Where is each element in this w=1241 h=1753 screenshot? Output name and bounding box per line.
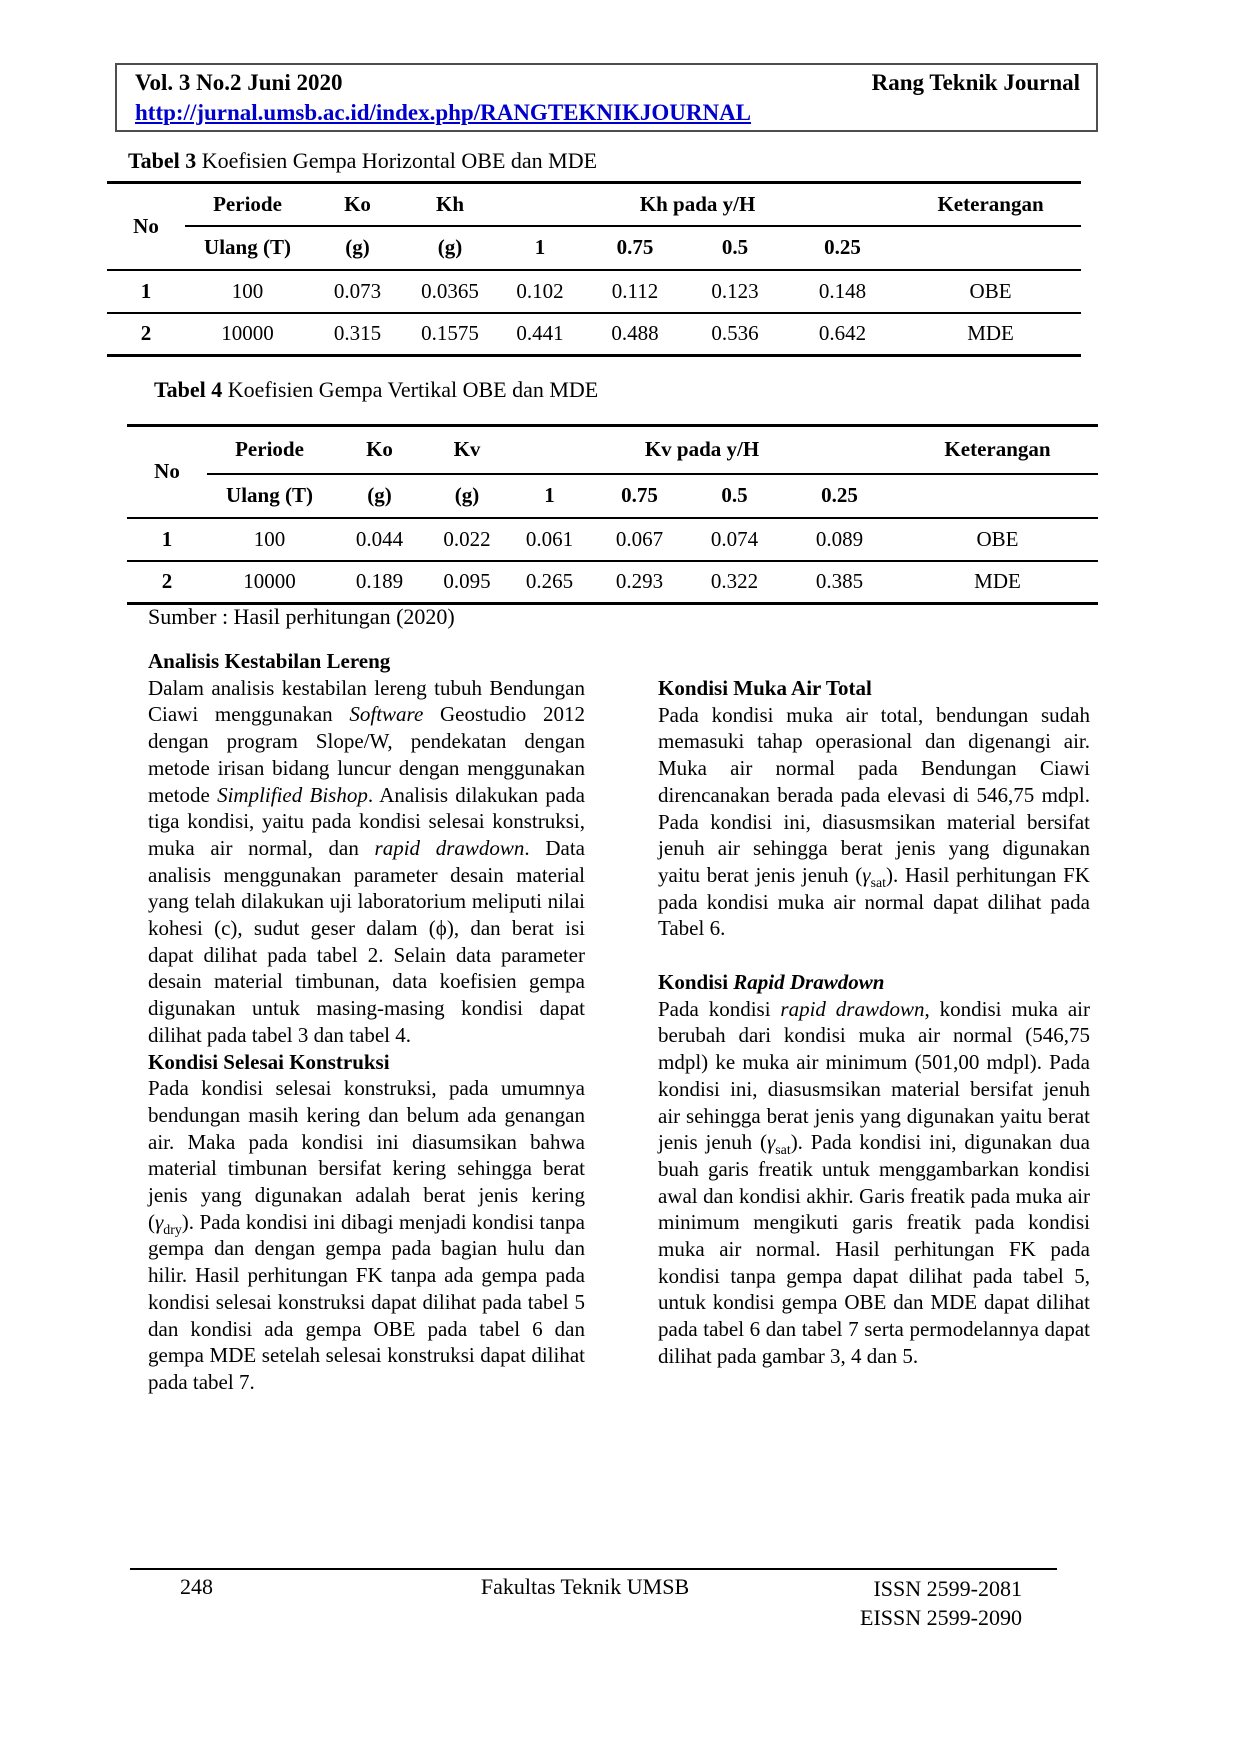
text-run: Pada kondisi selesai konstruksi, pada umumnya bendungan masih kering dan belum ada genangan air. Maka pada kondisi ini diasumsikan bahwa material timbunan bersifat kering sehingga berat jenis yang digunakan adalah berat jenis kering ( bbox=[148, 1076, 585, 1234]
col-header-ko: Ko bbox=[310, 183, 405, 226]
table-cell: 0.148 bbox=[785, 270, 900, 313]
col-header-empty bbox=[897, 474, 1098, 518]
text-run: dry bbox=[163, 1221, 182, 1237]
text-run: γ bbox=[862, 862, 871, 887]
table-cell: 0.073 bbox=[310, 270, 405, 313]
table4-header bbox=[127, 426, 1098, 518]
col-header-kh: Kh bbox=[405, 183, 495, 226]
col-header-ulang-t: Ulang (T) bbox=[185, 226, 310, 270]
section-heading bbox=[658, 675, 1090, 702]
text-run: γ bbox=[155, 1209, 164, 1234]
table-cell: 0.074 bbox=[687, 518, 782, 561]
col-header-yh-075: 0.75 bbox=[585, 226, 685, 270]
eissn-number: EISSN 2599-2090 bbox=[860, 1605, 1022, 1630]
table-cell: OBE bbox=[897, 518, 1098, 561]
col-header-periode: Periode bbox=[207, 426, 332, 474]
text-run: Geostudio 2012 dengan program Slope/W, pendekatan dengan metode irisan bidang luncur dengan menggunakan metode bbox=[148, 702, 585, 807]
table-cell: 2 bbox=[161, 569, 173, 594]
spacer bbox=[658, 942, 1090, 969]
paragraph bbox=[658, 996, 1090, 1370]
table3-caption-label: Tabel 3 bbox=[128, 148, 197, 173]
table-cell: 0.488 bbox=[611, 321, 659, 346]
journal-url-link[interactable]: http://jurnal.umsb.ac.id/index.php/RANGTEKNIKJOURNAL bbox=[135, 100, 752, 125]
table-cell: 0.293 bbox=[615, 569, 664, 594]
text-run: Kondisi bbox=[658, 970, 734, 995]
journal-header-line2 bbox=[135, 98, 1080, 128]
text-run: ). Pada kondisi ini dibagi menjadi kondisi tanpa gempa dan dengan gempa pada bagian hulu dan hilir. Hasil perhitungan FK tanpa ada gempa pada kondisi selesai konstruksi dapat dilihat pada tabel 5 dan kondisi ada gempa OBE pada tabel 6 dan gempa MDE setelah selesai konstruksi dapat dilihat pada tabel 7. bbox=[148, 1209, 585, 1394]
table-cell: 0.441 bbox=[516, 321, 564, 346]
text-run: Simplified Bishop bbox=[217, 782, 368, 807]
table-cell: 0.067 bbox=[592, 518, 687, 561]
table-cell: 0.642 bbox=[818, 321, 867, 346]
text-run: Pada kondisi bbox=[658, 996, 781, 1021]
issn-number: ISSN 2599-2081 bbox=[873, 1576, 1022, 1601]
table-cell: 0.061 bbox=[507, 518, 592, 561]
faculty-name: Fakultas Teknik UMSB bbox=[480, 1574, 690, 1599]
text-run: sat bbox=[775, 1142, 791, 1158]
paragraph bbox=[148, 675, 585, 1049]
col-header-kv: Kv bbox=[427, 426, 507, 474]
section-heading bbox=[148, 648, 585, 675]
text-run: . Data analisis menggunakan parameter desain material yang telah dilakukan uji laboratorium meliputi nilai kohesi (c), sudut geser dalam (ϕ), dan berat isi dapat dilihat pada tabel 2. Selain data parameter desain material timbunan, data koefisien gempa digunakan untuk masing-masing kondisi dapat dilihat pada tabel 3 dan tabel 4. bbox=[148, 835, 585, 1047]
col-header-ko: Ko bbox=[332, 426, 427, 474]
volume-info: Vol. 3 No.2 Juni 2020 bbox=[135, 70, 343, 95]
table3-body bbox=[107, 270, 1081, 356]
table-cell: 1 bbox=[107, 270, 185, 313]
table-cell: MDE bbox=[974, 569, 1021, 594]
table-cell: 0.189 bbox=[355, 569, 404, 594]
text-run: rapid drawdown bbox=[780, 996, 925, 1021]
table-cell: OBE bbox=[900, 270, 1081, 313]
col-header-yh-1: 1 bbox=[495, 226, 585, 270]
text-run: Kondisi Selesai Konstruksi bbox=[148, 1049, 390, 1074]
col-header-no: No bbox=[107, 183, 185, 270]
table-cell: 1 bbox=[127, 518, 207, 561]
table-cell: 0.1575 bbox=[421, 321, 479, 346]
table4-caption-label: Tabel 4 bbox=[154, 377, 223, 402]
table3-header bbox=[107, 183, 1081, 270]
col-header-yh-05: 0.5 bbox=[687, 474, 782, 518]
col-header-g1: (g) bbox=[332, 474, 427, 518]
paragraph bbox=[658, 702, 1090, 942]
col-header-g2: (g) bbox=[427, 474, 507, 518]
col-header-kv-pada-yh: Kv pada y/H bbox=[507, 426, 897, 474]
journal-title: Rang Teknik Journal bbox=[871, 70, 1080, 95]
table-cell: 2 bbox=[140, 321, 152, 346]
table3-caption bbox=[128, 148, 597, 174]
table-cell: 0.315 bbox=[333, 321, 382, 346]
table4-caption bbox=[154, 377, 598, 403]
footer-divider bbox=[130, 1568, 1057, 1570]
table4-body bbox=[127, 518, 1098, 604]
section-heading bbox=[148, 1049, 585, 1076]
journal-header-line1 bbox=[135, 67, 1080, 98]
table-row bbox=[107, 313, 1081, 356]
table-cell: 0.385 bbox=[815, 569, 864, 594]
col-header-yh-05: 0.5 bbox=[685, 226, 785, 270]
col-header-kh-pada-yh: Kh pada y/H bbox=[495, 183, 900, 226]
right-column bbox=[658, 648, 1090, 1396]
article-columns bbox=[148, 648, 1090, 1396]
col-header-yh-025: 0.25 bbox=[785, 226, 900, 270]
table-cell: 100 bbox=[185, 270, 310, 313]
col-header-ulang-t: Ulang (T) bbox=[207, 474, 332, 518]
table-row bbox=[127, 518, 1098, 561]
table4-caption-text: Koefisien Gempa Vertikal OBE dan MDE bbox=[222, 377, 599, 402]
text-run: Pada kondisi muka air total, bendungan sudah memasuki tahap operasional dan digenangi air. Muka air normal pada Bendungan Ciawi direncanakan berada pada elevasi di 546,75 mdpl. Pada kondisi ini, diasusmsikan material bersifat jenuh air sehingga berat jenis yang digunakan yaitu berat jenis jenuh ( bbox=[658, 702, 1090, 887]
table-cell: 0.022 bbox=[427, 518, 507, 561]
text-run: Dalam analisis kestabilan lereng tubuh Bendungan Ciawi menggunakan bbox=[148, 675, 585, 727]
text-run: ). Pada kondisi ini, digunakan dua buah garis freatik untuk menggambarkan kondisi awal dan kondisi akhir. Garis freatik pada muka air minimum mengikuti garis freatik pada kondisi muka air normal. Hasil perhitungan FK pada kondisi tanpa gempa dapat dilihat pada tabel 5, untuk kondisi gempa OBE dan MDE dapat dilihat pada tabel 6 dan tabel 7 serta permodelannya dapat dilihat pada gambar 3, 4 dan 5. bbox=[658, 1130, 1091, 1368]
table-cell: 0.095 bbox=[443, 569, 491, 594]
table-row bbox=[127, 561, 1098, 604]
table-source-note: Sumber : Hasil perhitungan (2020) bbox=[148, 604, 455, 629]
section-heading bbox=[658, 969, 1090, 996]
text-run: sat bbox=[870, 875, 886, 891]
table4 bbox=[127, 424, 1098, 605]
table-cell: 10000 bbox=[243, 569, 296, 594]
col-header-yh-1: 1 bbox=[507, 474, 592, 518]
table-cell: 100 bbox=[207, 518, 332, 561]
text-run: γ bbox=[767, 1130, 776, 1155]
table-cell: 0.265 bbox=[525, 569, 574, 594]
text-run: Rapid Drawdown bbox=[733, 970, 885, 995]
text-run: rapid drawdown bbox=[374, 835, 525, 860]
text-run: ). Hasil perhitungan FK pada kondisi muka air normal dapat dilihat pada Tabel 6. bbox=[658, 862, 1090, 941]
text-run: Kondisi Muka Air Total bbox=[658, 676, 872, 700]
table-cell: 0.112 bbox=[585, 270, 685, 313]
col-header-g2: (g) bbox=[405, 226, 495, 270]
col-header-keterangan: Keterangan bbox=[900, 183, 1081, 226]
col-header-periode: Periode bbox=[185, 183, 310, 226]
col-header-empty bbox=[900, 226, 1081, 270]
issn-block bbox=[860, 1574, 1022, 1632]
table3-caption-text: Koefisien Gempa Horizontal OBE dan MDE bbox=[196, 148, 598, 173]
page-number: 248 bbox=[180, 1574, 213, 1599]
table-cell: MDE bbox=[967, 321, 1014, 346]
table-cell: 0.123 bbox=[685, 270, 785, 313]
table-cell: 0.089 bbox=[782, 518, 897, 561]
table-cell: 10000 bbox=[221, 321, 274, 346]
table-cell: 0.322 bbox=[710, 569, 759, 594]
text-run: Analisis Kestabilan Lereng bbox=[148, 649, 391, 673]
journal-header-box bbox=[115, 63, 1098, 132]
col-header-keterangan: Keterangan bbox=[897, 426, 1098, 474]
table-cell: 0.102 bbox=[495, 270, 585, 313]
col-header-yh-075: 0.75 bbox=[592, 474, 687, 518]
table3 bbox=[107, 181, 1081, 357]
col-header-g1: (g) bbox=[310, 226, 405, 270]
table-cell: 0.044 bbox=[332, 518, 427, 561]
table-cell: 0.536 bbox=[711, 321, 759, 346]
text-run: Software bbox=[349, 702, 424, 727]
paragraph bbox=[148, 1075, 585, 1395]
table-cell: 0.0365 bbox=[405, 270, 495, 313]
col-header-no: No bbox=[127, 426, 207, 518]
text-run: , kondisi muka air berubah dari kondisi muka air normal (546,75 mdpl) ke muka air minimum (501,00 mdpl). Pada kondisi ini, diasusmsikan material bersifat jenuh air sehingga berat jenis yang digunakan yaitu berat jenis jenuh ( bbox=[658, 996, 1090, 1155]
left-column bbox=[148, 648, 585, 1396]
table-row bbox=[107, 270, 1081, 313]
text-run: . Analisis dilakukan pada tiga kondisi, yaitu pada kondisi selesai konstruksi, muka air normal, dan bbox=[148, 782, 585, 860]
col-header-yh-025: 0.25 bbox=[782, 474, 897, 518]
